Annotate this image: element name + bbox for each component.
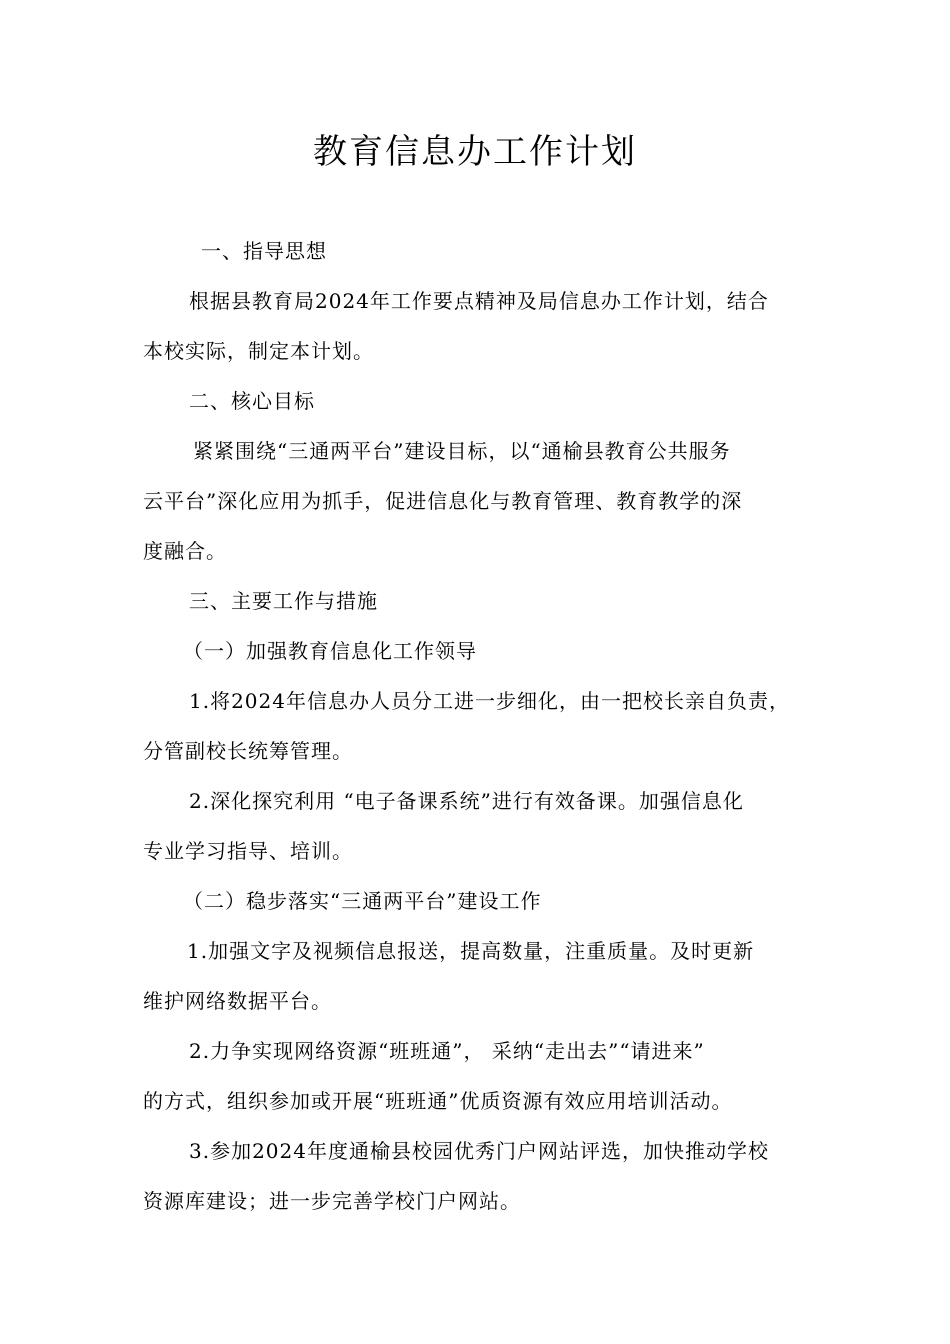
paragraph-line: 度融合。 <box>143 539 227 563</box>
paragraph-line: 2.力争实现网络资源“班班通”， 采纳“走出去”“请进来” <box>189 1039 705 1063</box>
subsection-heading: （二）稳步落实“三通两平台”建设工作 <box>183 889 542 913</box>
paragraph-line: 云平台”深化应用为抓手，促进信息化与教育管理、教育教学的深 <box>143 489 743 513</box>
section-heading-core-goals: 二、核心目标 <box>189 389 315 413</box>
paragraph-line: 根据县教育局2024年工作要点精神及局信息办工作计划，结合 <box>189 289 769 313</box>
document-body <box>143 226 813 1226</box>
paragraph-line: 资源库建设；进一步完善学校门户网站。 <box>143 1189 521 1213</box>
paragraph-line: 紧紧围绕“三通两平台”建设目标，以“通榆县教育公共服务 <box>193 439 731 463</box>
paragraph-line: 3.参加2024年度通榆县校园优秀门户网站评选，加快推动学校 <box>189 1139 769 1163</box>
document-title: 教育信息办工作计划 <box>313 132 637 172</box>
section-heading-main-work: 三、主要工作与措施 <box>189 589 378 613</box>
paragraph-line: 专业学习指导、培训。 <box>143 839 353 863</box>
paragraph-line: 2.深化探究利用 “电子备课系统”进行有效备课。加强信息化 <box>189 789 744 813</box>
paragraph-line: 1.加强文字及视频信息报送，提高数量，注重质量。及时更新 <box>187 939 755 963</box>
paragraph-line: 维护网络数据平台。 <box>143 989 332 1013</box>
paragraph-line: 分管副校长统筹管理。 <box>143 739 353 763</box>
paragraph-line: 的方式，组织参加或开展“班班通”优质资源有效应用培训活动。 <box>143 1089 733 1113</box>
section-heading-guiding-ideology: 一、指导思想 <box>201 239 327 263</box>
subsection-heading: （一）加强教育信息化工作领导 <box>183 639 477 663</box>
paragraph-line: 1.将2024年信息办人员分工进一步细化，由一把校长亲自负责， <box>189 689 790 713</box>
paragraph-line: 本校实际，制定本计划。 <box>143 339 374 363</box>
